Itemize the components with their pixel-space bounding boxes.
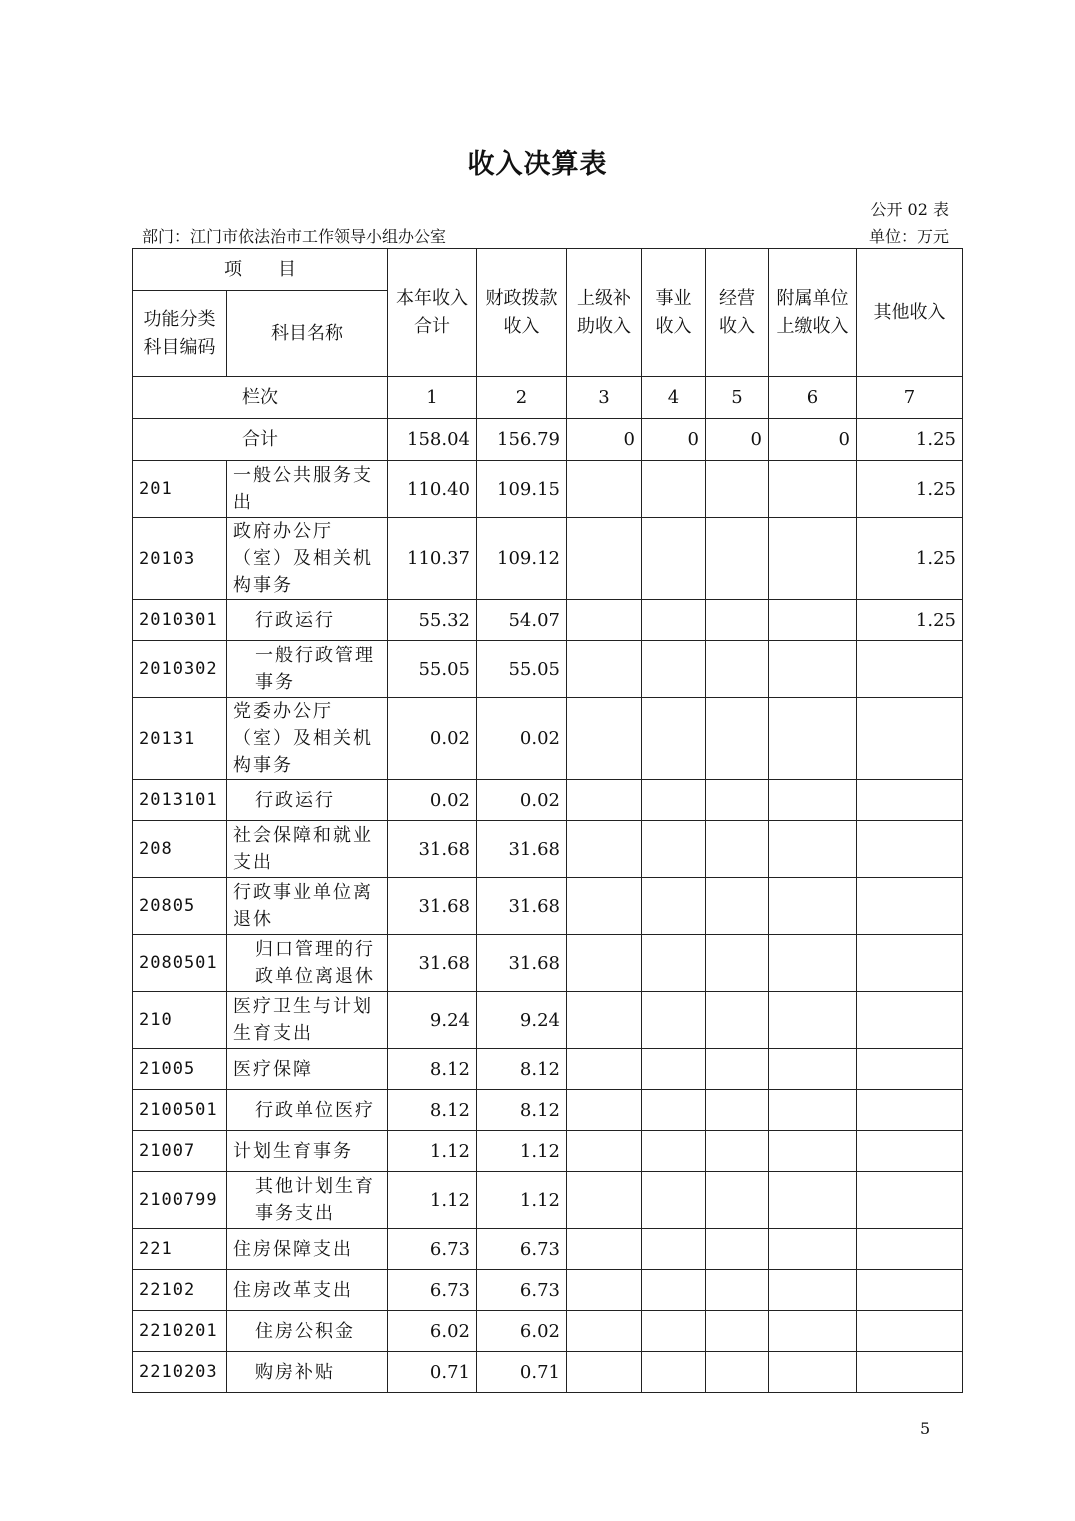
row-name: 社会保障和就业支出	[227, 821, 388, 878]
row-code: 2013101	[133, 780, 227, 821]
row-col1: 6.02	[388, 1311, 477, 1352]
row-col2: 8.12	[477, 1049, 567, 1090]
row-name: 行政运行	[227, 780, 388, 821]
row-code: 21007	[133, 1131, 227, 1172]
table-row	[133, 1172, 963, 1229]
page-number: 5	[920, 1419, 931, 1438]
row-col2: 6.73	[477, 1229, 567, 1270]
row-code: 20131	[133, 698, 227, 780]
row-name: 住房保障支出	[227, 1229, 388, 1270]
row-col3	[567, 698, 642, 780]
row-col3	[567, 1172, 642, 1229]
row-col5	[706, 1172, 769, 1229]
table-row	[133, 1270, 963, 1311]
row-col4	[642, 1090, 706, 1131]
income-statement-table	[132, 248, 963, 1393]
row-col5	[706, 641, 769, 698]
row-name: 医疗卫生与计划生育支出	[227, 992, 388, 1049]
row-col5	[706, 935, 769, 992]
header-col4: 事业收入	[642, 249, 706, 377]
row-col2: 1.12	[477, 1131, 567, 1172]
row-col4	[642, 518, 706, 600]
row-col3	[567, 518, 642, 600]
header-num-7: 7	[857, 377, 963, 419]
row-col4	[642, 935, 706, 992]
row-col5	[706, 1270, 769, 1311]
row-col1: 0.71	[388, 1352, 477, 1393]
row-col2: 109.15	[477, 461, 567, 518]
row-col7	[857, 1049, 963, 1090]
row-name: 购房补贴	[227, 1352, 388, 1393]
row-col4	[642, 878, 706, 935]
row-col1: 110.37	[388, 518, 477, 600]
row-code: 2210201	[133, 1311, 227, 1352]
unit-label: 单位：万元	[868, 227, 949, 246]
row-col7	[857, 1352, 963, 1393]
row-col3	[567, 1049, 642, 1090]
row-name: 一般行政管理事务	[227, 641, 388, 698]
row-col6	[769, 698, 857, 780]
row-code: 2210203	[133, 1352, 227, 1393]
row-col6	[769, 935, 857, 992]
row-col2: 31.68	[477, 878, 567, 935]
row-col3	[567, 1090, 642, 1131]
row-code: 2100799	[133, 1172, 227, 1229]
row-col4	[642, 698, 706, 780]
row-col6	[769, 1352, 857, 1393]
row-col6	[769, 1172, 857, 1229]
header-num-2: 2	[477, 377, 567, 419]
row-col4	[642, 1229, 706, 1270]
row-col4	[642, 821, 706, 878]
header-num-1: 1	[388, 377, 477, 419]
row-name: 住房改革支出	[227, 1270, 388, 1311]
row-name: 党委办公厅（室）及相关机构事务	[227, 698, 388, 780]
row-col1: 1.12	[388, 1172, 477, 1229]
header-row-no-label: 栏次	[133, 377, 388, 419]
row-col2: 0.02	[477, 780, 567, 821]
row-col4	[642, 992, 706, 1049]
row-col1: 8.12	[388, 1049, 477, 1090]
header-num-5: 5	[706, 377, 769, 419]
row-name: 行政运行	[227, 600, 388, 641]
row-col3	[567, 821, 642, 878]
row-col2: 54.07	[477, 600, 567, 641]
table-row	[133, 1049, 963, 1090]
row-code: 221	[133, 1229, 227, 1270]
row-col2: 0.02	[477, 698, 567, 780]
row-col2: 6.02	[477, 1311, 567, 1352]
row-col6	[769, 1049, 857, 1090]
row-col3	[567, 878, 642, 935]
row-col1: 110.40	[388, 461, 477, 518]
row-col5	[706, 461, 769, 518]
department-label: 部门：江门市依法治市工作领导小组办公室	[142, 227, 447, 246]
total-col3: 0	[567, 419, 642, 461]
table-row	[133, 1131, 963, 1172]
row-col7	[857, 1270, 963, 1311]
row-col6	[769, 641, 857, 698]
table-row	[133, 935, 963, 992]
row-col4	[642, 1049, 706, 1090]
row-col4	[642, 1172, 706, 1229]
row-code: 210	[133, 992, 227, 1049]
row-code: 2100501	[133, 1090, 227, 1131]
table-row	[133, 780, 963, 821]
row-col6	[769, 878, 857, 935]
row-col2: 0.71	[477, 1352, 567, 1393]
row-col1: 31.68	[388, 821, 477, 878]
form-number: 公开 02 表	[870, 200, 949, 219]
row-col2: 31.68	[477, 935, 567, 992]
row-col2: 109.12	[477, 518, 567, 600]
row-col6	[769, 821, 857, 878]
header-col5: 经营收入	[706, 249, 769, 377]
total-col7: 1.25	[857, 419, 963, 461]
table-row	[133, 461, 963, 518]
row-code: 22102	[133, 1270, 227, 1311]
total-col4: 0	[642, 419, 706, 461]
row-col5	[706, 698, 769, 780]
row-col6	[769, 1131, 857, 1172]
row-col7	[857, 821, 963, 878]
row-code: 201	[133, 461, 227, 518]
row-col4	[642, 1270, 706, 1311]
row-col5	[706, 1090, 769, 1131]
row-code: 2080501	[133, 935, 227, 992]
row-col5	[706, 1229, 769, 1270]
row-col6	[769, 461, 857, 518]
row-col7	[857, 1311, 963, 1352]
row-col3	[567, 992, 642, 1049]
row-col6	[769, 1311, 857, 1352]
row-col7	[857, 698, 963, 780]
header-col6: 附属单位上缴收入	[769, 249, 857, 377]
row-code: 20805	[133, 878, 227, 935]
table-row	[133, 600, 963, 641]
table-row	[133, 698, 963, 780]
header-name: 科目名称	[227, 291, 388, 377]
row-name: 行政事业单位离退休	[227, 878, 388, 935]
header-code: 功能分类科目编码	[133, 291, 227, 377]
row-col1: 31.68	[388, 878, 477, 935]
row-col1: 55.32	[388, 600, 477, 641]
row-col5	[706, 1131, 769, 1172]
row-col6	[769, 780, 857, 821]
row-col7	[857, 1172, 963, 1229]
row-col7	[857, 641, 963, 698]
row-col7: 1.25	[857, 518, 963, 600]
row-col4	[642, 780, 706, 821]
row-col7: 1.25	[857, 600, 963, 641]
row-col6	[769, 600, 857, 641]
row-col6	[769, 992, 857, 1049]
table-row	[133, 821, 963, 878]
row-col1: 9.24	[388, 992, 477, 1049]
row-col3	[567, 1270, 642, 1311]
row-col5	[706, 518, 769, 600]
row-col2: 9.24	[477, 992, 567, 1049]
row-code: 20103	[133, 518, 227, 600]
row-col4	[642, 641, 706, 698]
row-col5	[706, 600, 769, 641]
row-col3	[567, 935, 642, 992]
row-col6	[769, 1270, 857, 1311]
row-col1: 0.02	[388, 780, 477, 821]
table-row	[133, 1311, 963, 1352]
row-name: 其他计划生育事务支出	[227, 1172, 388, 1229]
row-code: 208	[133, 821, 227, 878]
row-col2: 55.05	[477, 641, 567, 698]
row-col3	[567, 1229, 642, 1270]
table-row	[133, 1352, 963, 1393]
row-col3	[567, 600, 642, 641]
row-col7	[857, 780, 963, 821]
row-col3	[567, 461, 642, 518]
row-col3	[567, 1352, 642, 1393]
row-col5	[706, 878, 769, 935]
row-name: 计划生育事务	[227, 1131, 388, 1172]
header-col7: 其他收入	[857, 249, 963, 377]
table-row	[133, 1229, 963, 1270]
table-row	[133, 992, 963, 1049]
row-col4	[642, 600, 706, 641]
header-num-3: 3	[567, 377, 642, 419]
row-col2: 6.73	[477, 1270, 567, 1311]
header-project: 项 目	[133, 249, 388, 291]
total-label: 合计	[133, 419, 388, 461]
row-col4	[642, 461, 706, 518]
row-code: 21005	[133, 1049, 227, 1090]
row-col2: 31.68	[477, 821, 567, 878]
header-num-6: 6	[769, 377, 857, 419]
table-row	[133, 641, 963, 698]
total-row	[133, 419, 963, 461]
row-name: 医疗保障	[227, 1049, 388, 1090]
row-col6	[769, 1090, 857, 1131]
row-col7: 1.25	[857, 461, 963, 518]
row-name: 归口管理的行政单位离退休	[227, 935, 388, 992]
row-code: 2010302	[133, 641, 227, 698]
row-col7	[857, 1090, 963, 1131]
row-col7	[857, 992, 963, 1049]
row-col7	[857, 1229, 963, 1270]
row-col5	[706, 780, 769, 821]
row-name: 住房公积金	[227, 1311, 388, 1352]
row-col1: 6.73	[388, 1270, 477, 1311]
row-col2: 8.12	[477, 1090, 567, 1131]
row-name: 政府办公厅（室）及相关机构事务	[227, 518, 388, 600]
row-col1: 55.05	[388, 641, 477, 698]
row-col3	[567, 1311, 642, 1352]
header-col3: 上级补助收入	[567, 249, 642, 377]
row-name: 行政单位医疗	[227, 1090, 388, 1131]
table-row	[133, 878, 963, 935]
row-col4	[642, 1352, 706, 1393]
row-name: 一般公共服务支出	[227, 461, 388, 518]
row-col1: 8.12	[388, 1090, 477, 1131]
row-col5	[706, 821, 769, 878]
row-col4	[642, 1311, 706, 1352]
row-col5	[706, 1352, 769, 1393]
header-col1: 本年收入合计	[388, 249, 477, 377]
table-row	[133, 1090, 963, 1131]
row-col1: 1.12	[388, 1131, 477, 1172]
row-code: 2010301	[133, 600, 227, 641]
header-col2: 财政拨款收入	[477, 249, 567, 377]
row-col5	[706, 992, 769, 1049]
row-col1: 6.73	[388, 1229, 477, 1270]
total-col6: 0	[769, 419, 857, 461]
row-col6	[769, 518, 857, 600]
total-col2: 156.79	[477, 419, 567, 461]
row-col3	[567, 1131, 642, 1172]
row-col3	[567, 780, 642, 821]
row-col7	[857, 878, 963, 935]
report-title: 收入决算表	[467, 149, 608, 180]
row-col7	[857, 1131, 963, 1172]
row-col1: 31.68	[388, 935, 477, 992]
row-col7	[857, 935, 963, 992]
row-col6	[769, 1229, 857, 1270]
total-col5: 0	[706, 419, 769, 461]
header-num-4: 4	[642, 377, 706, 419]
row-col3	[567, 641, 642, 698]
row-col1: 0.02	[388, 698, 477, 780]
row-col2: 1.12	[477, 1172, 567, 1229]
row-col4	[642, 1131, 706, 1172]
row-col5	[706, 1049, 769, 1090]
table-row	[133, 518, 963, 600]
total-col1: 158.04	[388, 419, 477, 461]
row-col5	[706, 1311, 769, 1352]
